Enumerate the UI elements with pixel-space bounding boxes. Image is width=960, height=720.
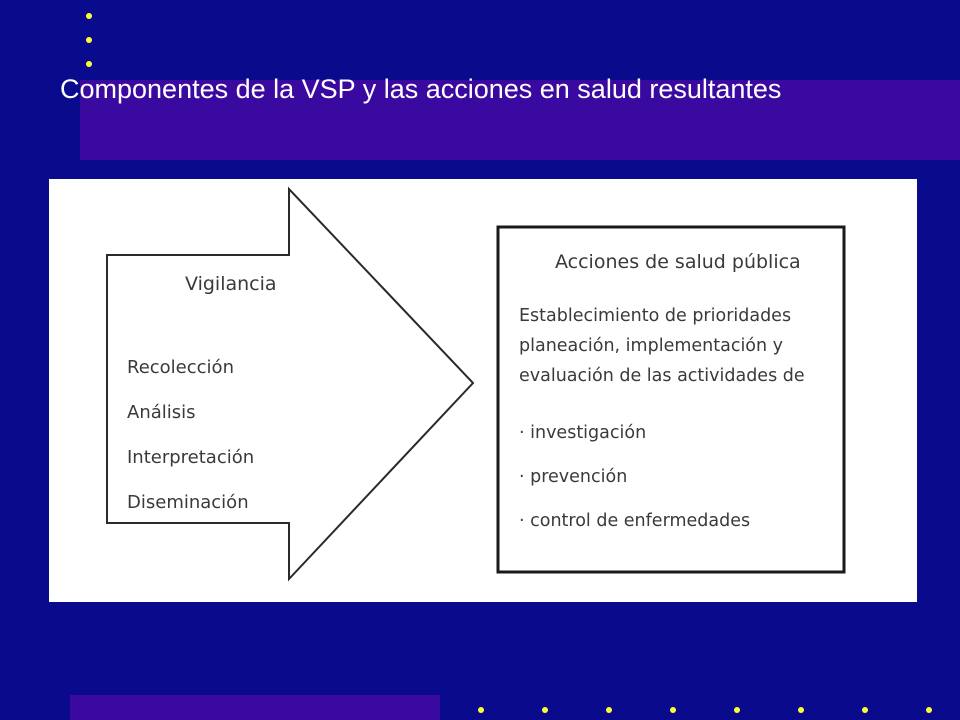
surveillance-steps-list — [127, 345, 254, 525]
diagram-figure — [49, 179, 917, 602]
actions-bullet: · control de enfermedades — [519, 511, 751, 531]
decorative-dot — [734, 707, 740, 713]
decorative-dot — [862, 707, 868, 713]
decorative-dot — [926, 707, 932, 713]
decorative-dot — [606, 707, 612, 713]
actions-bullet: · investigación — [519, 423, 647, 443]
surveillance-heading: Vigilancia — [185, 273, 277, 295]
decorative-dot — [670, 707, 676, 713]
slide-title: Componentes de la VSP y las acciones en salud resultantes — [60, 74, 782, 104]
bottom-decorative-band — [70, 695, 440, 720]
surveillance-step: Análisis — [127, 402, 196, 423]
decorative-dot — [86, 61, 92, 67]
decorative-dot — [478, 707, 484, 713]
actions-bullet: · prevención — [519, 467, 628, 487]
actions-bullet-list — [519, 411, 750, 543]
decorative-dot — [86, 13, 92, 19]
actions-text-line: Establecimiento de prioridades — [519, 306, 792, 326]
actions-heading: Acciones de salud pública — [555, 251, 801, 273]
decorative-dot — [798, 707, 804, 713]
surveillance-step: Recolección — [127, 357, 234, 378]
decorative-dot — [86, 37, 92, 43]
decorative-dot — [542, 707, 548, 713]
surveillance-step: Interpretación — [127, 447, 255, 468]
actions-text-line: planeación, implementación y — [519, 336, 784, 356]
surveillance-step: Diseminación — [127, 492, 249, 513]
actions-text-line: evaluación de las actividades de — [519, 366, 805, 386]
actions-description — [519, 301, 805, 391]
